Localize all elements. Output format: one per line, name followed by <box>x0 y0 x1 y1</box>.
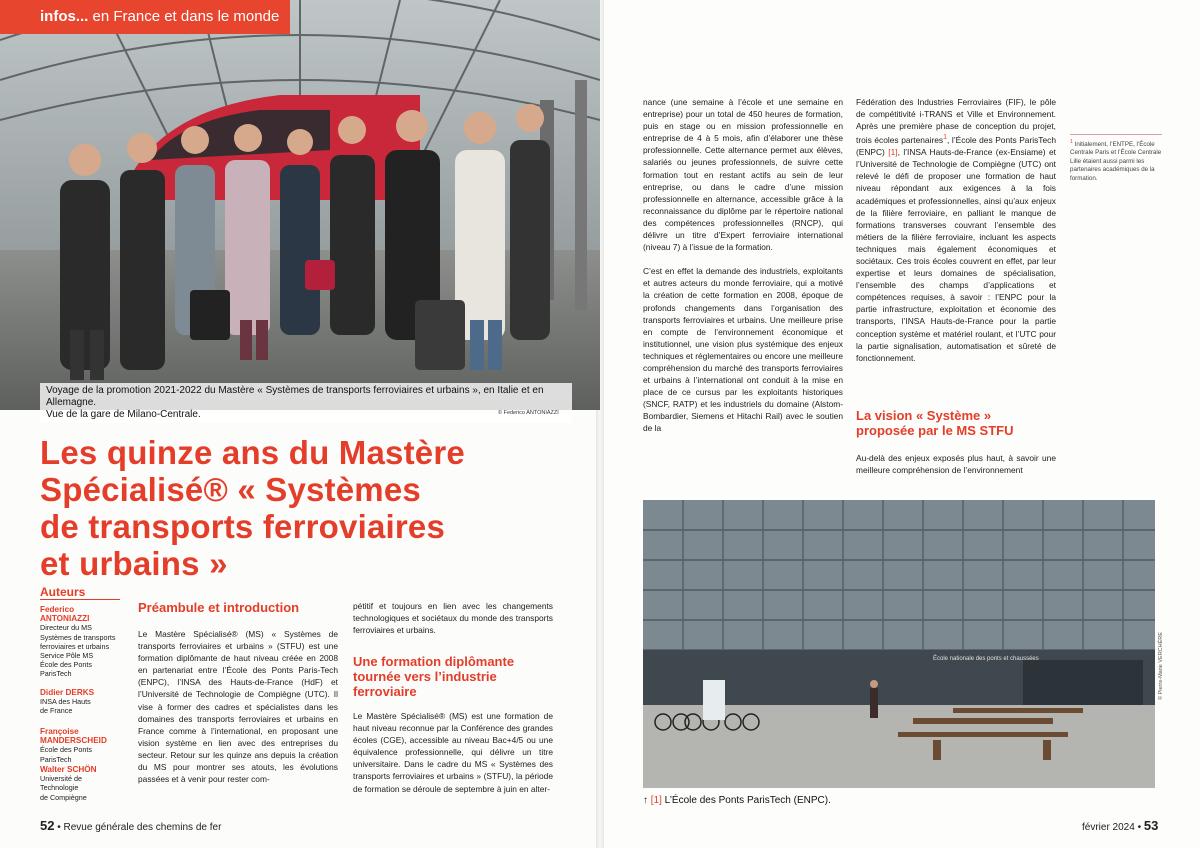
up-arrow-icon: ↑ <box>643 795 651 806</box>
column2-top-text <box>353 600 553 636</box>
author-block <box>40 688 124 716</box>
author-name: Walter SCHÖN <box>40 765 97 774</box>
author-line: ParisTech <box>40 669 72 679</box>
title-line1: Les quinze ans du Mastère <box>40 434 465 471</box>
col4-text-a: Fédération des Industries Ferroviaires (FIF), le pôle de compétitivité i-TRANS et Ville et Environnement. Après une première phase de conception du projet, trois écoles partenaires <box>856 97 1056 146</box>
column4-text <box>856 96 1056 364</box>
footnote-mark: 1 <box>943 134 947 142</box>
author-line: Systèmes de transports <box>40 632 116 642</box>
column2-paragraph: pétitif et toujours en lien avec les changements technologiques et sociétaux du monde des transports ferroviaires et urbains. <box>353 601 553 636</box>
title-line2: Spécialisé® « Systèmes <box>40 471 421 508</box>
author-line: INSA des Hauts <box>40 697 91 707</box>
author-block <box>40 727 140 764</box>
vision-paragraph: Au-delà des enjeux exposés plus haut, à savoir une meilleure compréhension de l’environnement <box>856 453 1056 476</box>
preambule-heading: Préambule et introduction <box>138 600 300 615</box>
author-name: Françoise MANDERSCHEID <box>40 727 107 746</box>
author-line: de France <box>40 706 73 716</box>
author-name: Didier DERKS <box>40 688 95 697</box>
photo2-caption-ref: [1] <box>650 795 662 806</box>
author-name: Federico ANTONIAZZI <box>40 605 90 624</box>
author-line: Université de <box>40 774 82 784</box>
enpc-building-photo <box>643 500 1155 788</box>
photo1-caption-line1: Voyage de la promotion 2021-2022 du Mastère « Systèmes de transports ferroviaires et urbains », en Italie et en Allemagne. <box>46 385 544 408</box>
left-page-number: 52 <box>40 818 55 833</box>
authors-heading: Auteurs <box>40 585 120 600</box>
title-line3: de transports ferroviaires <box>40 508 446 545</box>
right-footer-text: février 2024 • <box>1082 822 1144 833</box>
vision-heading <box>856 408 1056 438</box>
author-line: Directeur du MS <box>40 623 92 633</box>
photo2-caption <box>643 795 831 806</box>
author-line: École des Ponts <box>40 745 92 755</box>
author-line: École des Ponts <box>40 660 92 670</box>
column3-text <box>643 96 843 435</box>
article-title <box>40 434 600 582</box>
photo1-credit: © Federico ANTONIAZZI <box>498 410 559 416</box>
author-line: ferroviaires et urbains <box>40 641 110 651</box>
footnote-text: Initialement, l’ENTPE, l’École Centrale Paris et l’École Centrale Lille étaient aussi parmi les partenaires académiques de la formation. <box>1070 141 1162 182</box>
formation-heading: Une formation diplômante tournée vers l’industrie ferroviaire <box>353 654 515 699</box>
photo2-credit: © Pierre-Marie VERCHÈRE <box>1158 632 1164 700</box>
station-group-illustration <box>0 0 600 410</box>
left-footer <box>40 818 221 833</box>
vision-heading-line1: La vision « Système » <box>856 408 992 423</box>
right-page-number: 53 <box>1143 818 1159 833</box>
left-footer-text: • Revue générale des chemins de fer <box>54 822 222 833</box>
figure-reference: [1] <box>888 147 898 158</box>
section-rubric <box>0 0 290 34</box>
photo2-caption-text: L’École des Ponts ParisTech (ENPC). <box>661 795 831 806</box>
formation-text <box>353 710 553 795</box>
author-block <box>40 765 124 802</box>
column3-paragraph1: nance (une semaine à l’école et une semaine en entreprise) pour un total de 450 heures de formation, puis en stage ou en mission professionnelle en entreprise de 4 à 5 mois, afin d’élaborer une thèse professionnelle. Cette alternance permet aux élèves, salariés ou jeunes professionnels, de suivre cette formation tout en restant actifs au sein de leur entreprise, ou dans le cadre d’une mission professionnelle en alternance, accessible grâce à la reconnaissance du diplôme par le répertoire national des compétences professionnelles (RNCP), qui délivre un titre d’Expert ferroviaire international (niveau 7) à l’issue de la formation. <box>643 97 843 253</box>
enpc-building-illustration <box>643 500 1155 788</box>
rubric-text: en France et dans le monde <box>88 8 280 25</box>
author-block <box>40 605 124 679</box>
author-line: de Compiègne <box>40 792 87 802</box>
col4-text-c: , l’INSA Hauts-de-France (ex-Ensiame) et l’Université de Technologie de Compiègne (UTC) ont relevé le défi de proposer une formation de haut niveau répondant aux exigences à la fois académiques et professionnelles, ainsi qu’aux enjeux de la filière ferroviaire, en palliant le manque de formations transverses couvrant l’ensemble des métiers de la filière ferroviaire, incluant les aspects techniques mais également économiques et sociétaux. Ces trois écoles couvrent en effet, par leur expertise et leurs domaines de spécialisation, l’ensemble des champs d’applications et compétences requises, à savoir : l’ENPC pour la partie infrastructure, exploitation et économie des transports, l’INSA Hauts-de-France pour la partie conception système et matériel roulant, et l’UTC pour la partie signalisation, automatisation et sûreté de fonctionnement. <box>856 147 1056 363</box>
footnote-number: 1 <box>1070 139 1073 145</box>
column3-paragraph2: C’est en effet la demande des industriels, exploitants et autres acteurs du monde ferroviaire, qui a motivé la création de cette formation en 2008, époque de profonds changements dans l’organisation des transports ferroviaires et urbains. Une meilleure prise en compte de l’environnement économique et institutionnel, une vision plus systémique des enjeux techniques et réglementaires ou encore une meilleure compréhension du marché des transports ferroviaires et urbains à l’international ont conduit à la mise en place de ce cursus par les exploitants historiques (SNCF, RATP) et les industriels du domaine (Alstom-Bombardier, Siemens et Hitachi Rail) avec le soutien de la <box>643 266 843 434</box>
right-footer <box>1082 818 1158 833</box>
formation-paragraph: Le Mastère Spécialisé® (MS) est une formation de haut niveau reconnue par la Conférence des grandes écoles (CGE), accessible au niveau Bac+4/5 ou une équivalence professionnelle, qui délivre un titre universitaire. Dans le cadre du MS « Systèmes des transports ferroviaires et urbains » (STFU), la période de formation se déroule de septembre à juin en alter- <box>353 711 553 794</box>
photo1-caption-line2: Vue de la gare de Milano-Centrale. <box>46 409 201 420</box>
author-line: Service Pôle MS <box>40 651 94 661</box>
author-line: ParisTech <box>40 754 72 764</box>
vision-heading-line2: proposée par le MS STFU <box>856 423 1014 438</box>
photo1-caption <box>40 383 572 423</box>
col4-text-b: , l’École des Ponts ParisTech (ENPC) <box>856 135 1056 158</box>
building-sign: École nationale des ponts et chaussées <box>933 656 1039 662</box>
station-group-photo <box>0 0 600 410</box>
preambule-paragraph: Le Mastère Spécialisé® (MS) « Systèmes de transports ferroviaires et urbains » (STFU) est une formation diplômante de haut niveau créée en 2008 en partenariat entre l’École des Ponts Paris-Tech (ENPC), l’INSA des Hauts-de-France (HdF) et l’Université de Technologie de Compiègne (UTC). Il vise à former des cadres et spécialistes dans les domaines des transports ferroviaires et urbains en France comme à l’international, en proposant une vision système en lien avec des entreprises du secteur. Retour sur les quinze ans depuis la création du MS pour montrer ses atouts, les évolutions passées et à venir pour rester com- <box>138 629 338 785</box>
vision-text <box>856 452 1056 476</box>
column4-paragraph1 <box>856 96 1056 364</box>
preambule-text <box>138 628 338 785</box>
footnote <box>1070 134 1162 183</box>
title-line4: et urbains » <box>40 545 228 582</box>
rubric-bold: infos... <box>40 8 89 25</box>
author-line: Technologie <box>40 783 79 793</box>
